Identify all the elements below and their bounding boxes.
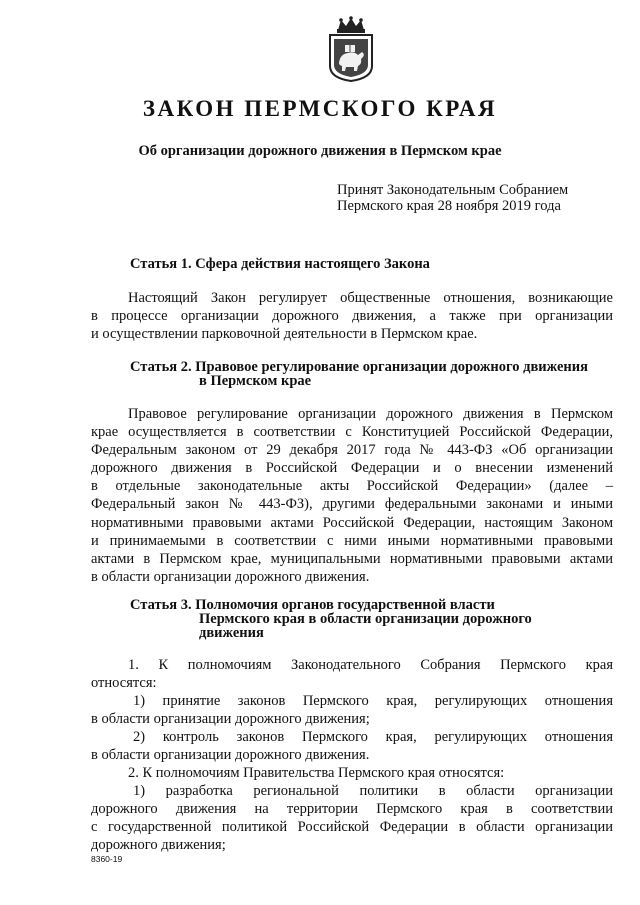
article-3-paragraph-2 [91, 692, 613, 728]
article-3-paragraph-5 [91, 782, 613, 854]
paragraph-line: Правовое регулирование организации дорожного движения в Пермском [128, 406, 613, 422]
paragraph-line: 2. К полномочиям Правительства Пермского края относятся: [128, 765, 505, 781]
article-3-paragraph-4 [91, 764, 613, 782]
adoption-note-line: Пермского края 28 ноября 2019 года [337, 198, 561, 214]
article-heading-line: в Пермском крае [199, 373, 312, 389]
adoption-note [337, 182, 568, 214]
paragraph-line: с государственной политикой Российской Федерации в области организации [91, 819, 613, 836]
paragraph-line: дорожного движения в Российской Федерации и о внесении изменений [91, 460, 613, 477]
article-1-paragraph [91, 289, 613, 343]
paragraph-line: дорожного движения на территории Пермского края в соответствии [91, 801, 613, 818]
article-heading-line: Статья 3. Полномочия органов государственной власти [130, 597, 495, 613]
paragraph-line: в области организации дорожного движения. [91, 747, 370, 764]
article-heading-line: Статья 1. Сфера действия настоящего Закона [130, 256, 430, 272]
article-3-paragraph-1 [91, 656, 613, 692]
paragraph-line: и принимаемыми в соответствии с ними иными нормативными правовыми [91, 532, 613, 549]
article-1-heading [130, 257, 430, 271]
paragraph-line: в отдельные законодательные акты Российской Федерации» (далее – [91, 478, 613, 495]
perm-krai-coat-of-arms-icon [324, 16, 378, 82]
paragraph-line: нормативными правовыми актами Российской Федерации, настоящим Законом [91, 514, 613, 531]
paragraph-line: Федеральный закон № 443-ФЗ), другими федеральными законами и иными [91, 496, 613, 513]
paragraph-line: 1) разработка региональной политики в области организации [133, 783, 613, 799]
paragraph-line: и осуществлении парковочной деятельности в Пермском крае. [91, 326, 478, 343]
article-3-paragraph-3 [91, 728, 613, 764]
article-2-heading [130, 360, 588, 388]
adoption-note-line: Принят Законодательным Собранием [337, 182, 569, 198]
paragraph-line: Федеральным законом от 29 декабря 2017 года № 443-ФЗ «Об организации [91, 442, 613, 459]
document-number: 8360-19 [91, 854, 123, 864]
paragraph-line: актами в Пермском крае, муниципальными нормативными правовыми актами [91, 550, 613, 567]
paragraph-line: относятся: [91, 675, 157, 692]
paragraph-line: крае осуществляется в соответствии с Конституцией Российской Федерации, [91, 424, 613, 441]
article-2-paragraph [91, 405, 613, 586]
article-heading-line: движения [199, 625, 264, 641]
law-subtitle: Об организации дорожного движения в Пермском крае [138, 143, 502, 159]
paragraph-line: в области организации дорожного движения. [91, 568, 370, 585]
paragraph-line: в процессе организации дорожного движения, а также при организации [91, 308, 613, 325]
article-3-heading [130, 598, 532, 640]
law-title: ЗАКОН ПЕРМСКОГО КРАЯ [142, 96, 498, 121]
paragraph-line: в области организации дорожного движения; [91, 711, 370, 728]
article-heading-line: Пермского края в области организации дорожного [199, 611, 532, 627]
paragraph-line: Настоящий Закон регулирует общественные отношения, возникающие [128, 290, 613, 306]
paragraph-line: 2) контроль законов Пермского края, регулирующих отношения [133, 729, 613, 745]
paragraph-line: дорожного движения; [91, 837, 226, 854]
article-heading-line: Статья 2. Правовое регулирование организации дорожного движения [130, 359, 588, 375]
paragraph-line: 1) принятие законов Пермского края, регулирующих отношения [133, 693, 613, 709]
paragraph-line: 1. К полномочиям Законодательного Собрания Пермского края [128, 657, 613, 673]
